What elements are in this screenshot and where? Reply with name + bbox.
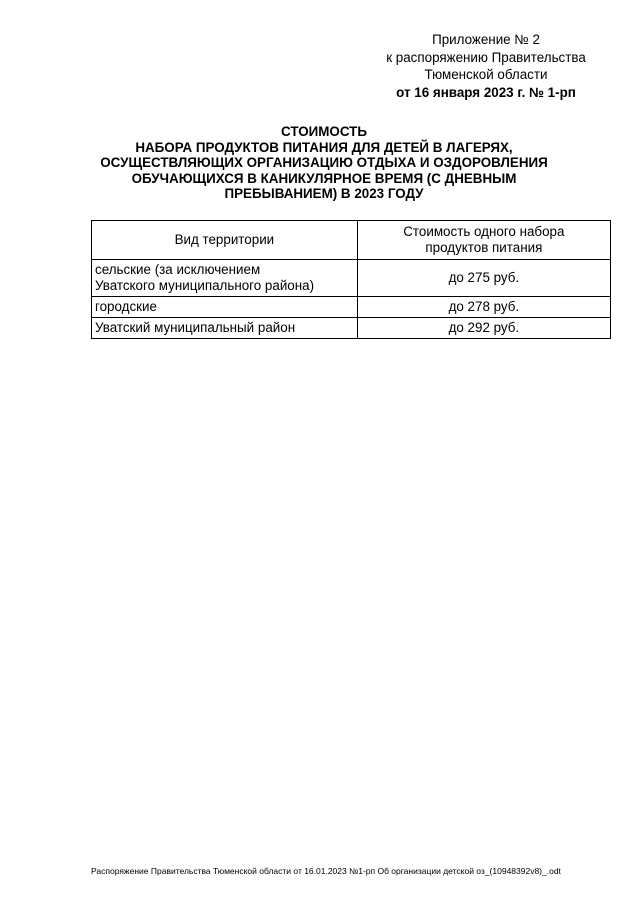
table-row xyxy=(92,318,611,339)
title-line-1: СТОИМОСТЬ xyxy=(281,124,367,139)
header-price xyxy=(357,221,610,260)
header-price-line-2: продуктов питания xyxy=(425,240,543,255)
appendix-header xyxy=(370,31,602,101)
table-row xyxy=(92,260,611,297)
page-footer: Распоряжение Правительства Тюменской области от 16.01.2023 №1-рп Об организации детской оз_(10948392v8)_.odt xyxy=(91,866,561,876)
title-line-5: ПРЕБЫВАНИЕМ) В 2023 ГОДУ xyxy=(224,186,424,202)
title-line-3: ОСУЩЕСТВЛЯЮЩИХ ОРГАНИЗАЦИЮ ОТДЫХА И ОЗДОРОВЛЕНИЯ xyxy=(100,155,548,171)
title-line-2: НАБОРА ПРОДУКТОВ ПИТАНИЯ ДЛЯ ДЕТЕЙ В ЛАГЕРЯХ, xyxy=(135,139,513,155)
territory-line-1: сельские (за исключением xyxy=(95,262,261,277)
price-cell: до 278 руб. xyxy=(357,297,610,318)
header-price-line-1: Стоимость одного набора xyxy=(403,224,565,239)
table-row xyxy=(92,297,611,318)
header-territory-label: Вид территории xyxy=(174,232,275,247)
appendix-region: Тюменской области xyxy=(424,67,548,82)
appendix-order-ref: к распоряжению Правительства xyxy=(386,49,586,65)
price-table xyxy=(91,220,611,339)
territory-cell: Уватский муниципальный район xyxy=(92,318,358,339)
header-territory xyxy=(92,221,358,260)
territory-cell: городские xyxy=(92,297,358,318)
title-line-4: ОБУЧАЮЩИХСЯ В КАНИКУЛЯРНОЕ ВРЕМЯ (С ДНЕВНЫМ xyxy=(131,170,517,186)
appendix-date-number: от 16 января 2023 г. № 1-рп xyxy=(396,84,576,100)
appendix-number: Приложение № 2 xyxy=(432,32,540,47)
document-title xyxy=(60,124,588,202)
territory-cell xyxy=(92,260,358,297)
table-header-row xyxy=(92,221,611,260)
price-cell: до 275 руб. xyxy=(357,260,610,297)
price-cell: до 292 руб. xyxy=(357,318,610,339)
territory-line-2: Уватского муниципального района) xyxy=(95,278,315,293)
